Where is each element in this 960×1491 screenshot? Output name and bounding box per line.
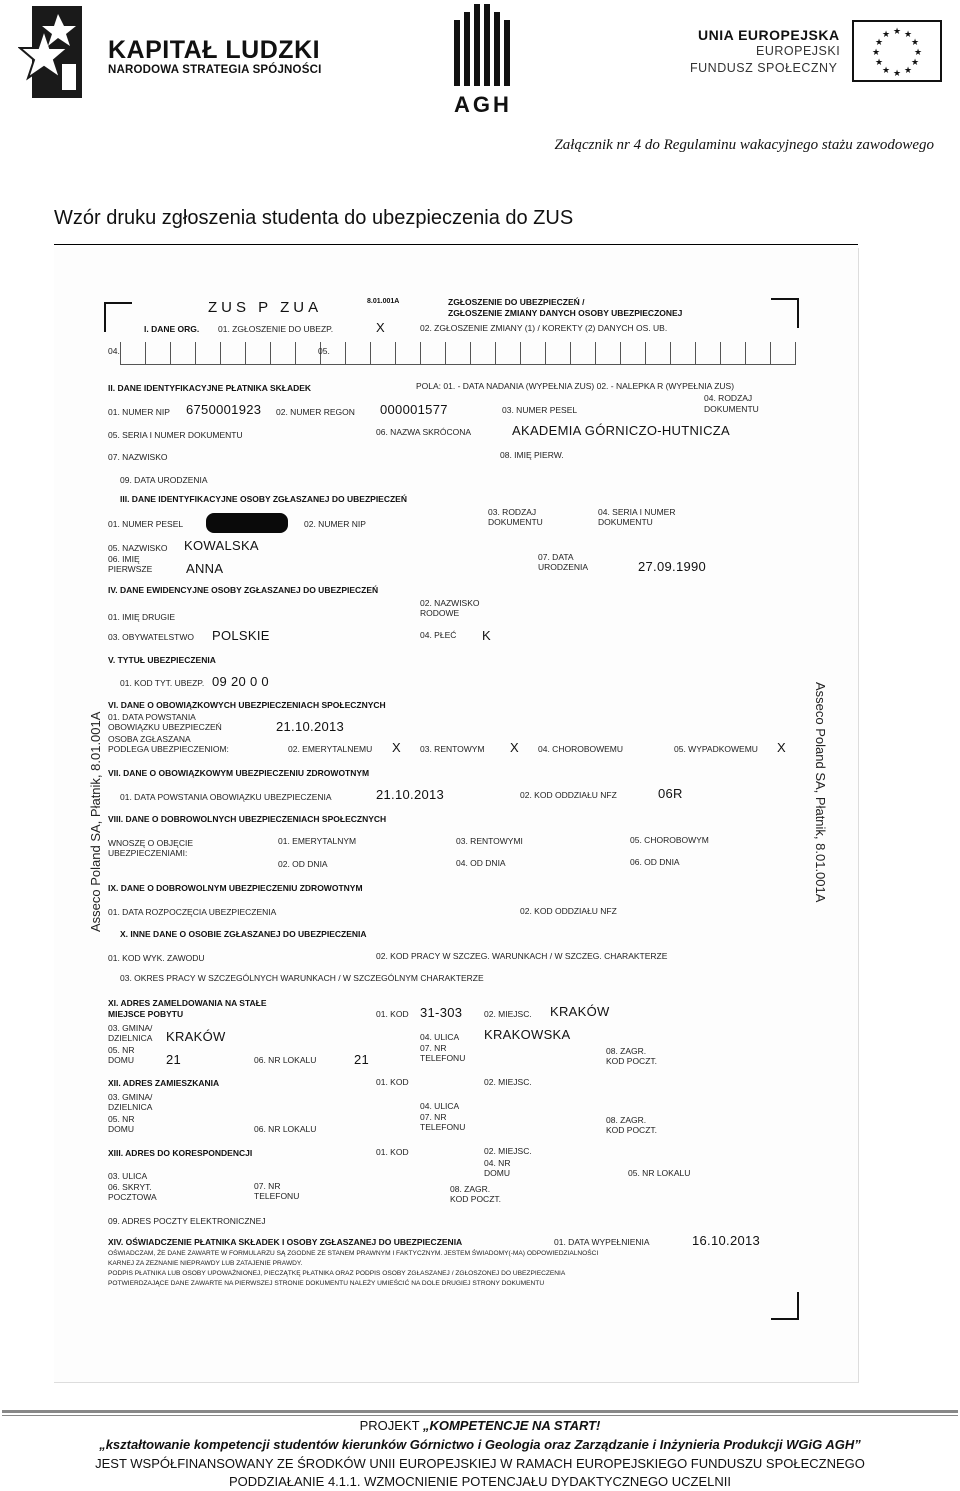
- field-label: 04. ULICA: [420, 1101, 460, 1111]
- field-value: 21: [354, 1052, 370, 1067]
- field-label: 05. WYPADKOWEMU: [674, 744, 758, 754]
- field-label: 03. RENTOWYM: [420, 744, 485, 754]
- field-value: 21.10.2013: [376, 787, 445, 802]
- field-value: 31-303: [420, 1005, 463, 1020]
- field-label: DZIELNICA: [108, 1102, 153, 1112]
- footer-subaction: PODDZIAŁANIE 4.1.1. WZMOCNIENIE POTENCJAŁU DYDAKTYCZNEGO UCZELNII: [228, 1474, 732, 1489]
- field-label: 05. NAZWISKO: [108, 543, 168, 553]
- field-label: DOKUMENTU: [598, 517, 653, 527]
- field-value: 27.09.1990: [638, 559, 707, 574]
- field-label: 08. ZAGR.: [450, 1184, 491, 1194]
- section-heading: XIV. OŚWIADCZENIE PŁATNIKA SKŁADEK I OSOBY ZGŁASZANEJ DO UBEZPIECZENIA: [108, 1237, 463, 1247]
- field-label: 01. NUMER PESEL: [108, 519, 184, 529]
- field-label: WNOSZĘ O OBJĘCIE: [108, 838, 194, 848]
- field-label: 04.: [108, 346, 120, 356]
- field-label: 05. NR: [108, 1045, 135, 1055]
- section-heading: II. DANE IDENTYFIKACYJNE PŁATNIKA SKŁADEK: [108, 383, 312, 393]
- field-label: 06. IMIĘ: [108, 554, 140, 564]
- section-heading: V. TYTUŁ UBEZPIECZENIA: [108, 655, 216, 665]
- field-label: TELEFONU: [420, 1053, 466, 1063]
- field-label: 07. NR: [420, 1112, 447, 1122]
- field-label: RODOWE: [420, 608, 460, 618]
- statement-text: OŚWIADCZAM, ŻE DANE ZAWARTE W FORMULARZU SĄ ZGODNE ZE STANEM PRAWNYM I FAKTYCZNYM. JESTEM ŚWIADOMY(-MA) ODPOWIEDZIALNOŚCI: [108, 1250, 599, 1257]
- agh-logo-icon: [452, 2, 512, 88]
- form-name: ZUS P ZUA: [208, 299, 323, 316]
- field-label: 04. ULICA: [420, 1032, 460, 1042]
- field-label: 05. NR: [108, 1114, 135, 1124]
- field-value: KRAKÓW: [550, 1004, 610, 1019]
- field-label: OSOBA ZGŁASZANA: [108, 734, 191, 744]
- eu-flag-icon: [852, 20, 942, 82]
- footer-project: [0, 1418, 960, 1433]
- field-label: PIERWSZE: [108, 564, 153, 574]
- svg-text:★: ★: [913, 48, 923, 58]
- svg-text:★: ★: [874, 58, 884, 68]
- field-value: KOWALSKA: [184, 538, 259, 553]
- form-version: 8.01.001A: [367, 298, 400, 305]
- svg-text:★: ★: [892, 69, 902, 79]
- field-value: POLSKIE: [212, 628, 270, 643]
- form-corner-mark: [771, 1292, 799, 1320]
- field-value: KRAKÓW: [166, 1029, 226, 1044]
- field-label: 05. CHOROBOWYM: [630, 835, 709, 845]
- section-heading: I. DANE ORG.: [144, 324, 200, 334]
- field-label: 03. GMINA/: [108, 1023, 153, 1033]
- field-label: 01. KOD: [376, 1077, 409, 1087]
- field-label: 02. NUMER REGON: [276, 407, 355, 417]
- field-label: 03. RENTOWYMI: [456, 836, 523, 846]
- section-heading: IX. DANE O DOBROWOLNYM UBEZPIECZENIU ZDROWOTNYM: [108, 883, 363, 893]
- ue-line2: EUROPEJSKI: [756, 44, 841, 58]
- form-corner-mark: [104, 302, 132, 332]
- field-label: 05. NR LOKALU: [628, 1168, 691, 1178]
- field-label: 07. NR: [254, 1181, 281, 1191]
- field-label: DOKUMENTU: [488, 517, 543, 527]
- field-label: 03. OKRES PRACY W SZCZEGÓLNYCH WARUNKACH / W SZCZEGÓLNYM CHARAKTERZE: [120, 973, 484, 983]
- section-heading: VIII. DANE O DOBROWOLNYCH UBEZPIECZENIACH SPOŁECZNYCH: [108, 814, 387, 824]
- field-value: X: [376, 320, 385, 335]
- field-label: 01. EMERYTALNYM: [278, 836, 357, 846]
- field-value: K: [482, 628, 491, 643]
- field-label: 02. NUMER NIP: [304, 519, 366, 529]
- field-value: 21.10.2013: [276, 719, 345, 734]
- svg-text:★: ★: [881, 66, 891, 76]
- field-label: 04. OD DNIA: [456, 858, 506, 868]
- svg-text:★: ★: [910, 38, 920, 48]
- field-label: 01. KOD WYK. ZAWODU: [108, 953, 205, 963]
- field-value: 09 20 0 0: [212, 674, 269, 689]
- field-label: TELEFONU: [420, 1122, 466, 1132]
- field-label: 02. OD DNIA: [278, 859, 328, 869]
- field-value: ANNA: [186, 561, 224, 576]
- field-label: 06. NAZWA SKRÓCONA: [376, 427, 472, 437]
- field-label: 01. DATA POWSTANIA: [108, 712, 196, 722]
- field-label: URODZENIA: [538, 562, 589, 572]
- kapital-ludzki-subtitle: NARODOWA STRATEGIA SPÓJNOŚCI: [108, 64, 322, 76]
- field-label: 01. DATA WYPEŁNIENIA: [554, 1237, 650, 1247]
- footer-funding: JEST WSPÓŁFINANSOWANY ZE ŚRODKÓW UNII EUROPEJSKIEJ W RAMACH EUROPEJSKIEGO FUNDUSZU SPOŁECZNEGO: [95, 1456, 865, 1471]
- field-label: UBEZPIECZENIAMI:: [108, 848, 188, 858]
- footer-project-prefix: PROJEKT: [359, 1418, 423, 1433]
- field-label: 01. DATA ROZPOCZĘCIA UBEZPIECZENIA: [108, 907, 277, 917]
- footer-project-desc: „kształtowanie kompetencji studentów kierunków Górnictwo i Geologia oraz Zarządzanie i Inżynieria Produkcji WGiG AGH”: [99, 1437, 861, 1452]
- margin-print-left: Asseco Poland SA, Płatnik, 8.01.001A: [88, 711, 103, 932]
- statement-text: POTWIERDZAJĄCE DANE ZAWARTE NA PIERWSZEJ STRONIE DOKUMENTU NALEŻY UMIEŚCIĆ NA DOLE DRUGIEJ STRONY DOKUMENTU: [108, 1280, 545, 1287]
- field-label: 01. KOD TYT. UBEZP.: [120, 678, 205, 688]
- field-value: AKADEMIA GÓRNICZO-HUTNICZA: [512, 423, 730, 438]
- section-heading: XII. ADRES ZAMIESZKANIA: [108, 1078, 220, 1088]
- field-value: 06R: [658, 786, 683, 801]
- section-heading: MIEJSCE POBYTU: [108, 1009, 184, 1019]
- field-label: 06. NR LOKALU: [254, 1124, 317, 1134]
- section-heading: XI. ADRES ZAMELDOWANIA NA STAŁE: [108, 998, 267, 1008]
- field-label: 06. NR LOKALU: [254, 1055, 317, 1065]
- footer-divider: [2, 1410, 958, 1413]
- page-title: Wzór druku zgłoszenia studenta do ubezpieczenia do ZUS: [54, 207, 574, 229]
- section-heading: XIII. ADRES DO KORESPONDENCJI: [108, 1148, 253, 1158]
- statement-text: KARNEJ ZA ZEZNANIE NIEPRAWDY LUB ZATAJENIE PRAWDY.: [108, 1260, 303, 1267]
- field-label: KOD POCZT.: [606, 1125, 658, 1135]
- field-label: 03. OBYWATELSTWO: [108, 632, 194, 642]
- field-value: 6750001923: [186, 402, 262, 417]
- field-label: 03. ULICA: [108, 1171, 148, 1181]
- field-label: 04. PŁEĆ: [420, 630, 457, 640]
- section-heading: III. DANE IDENTYFIKACYJNE OSOBY ZGŁASZANEJ DO UBEZPIECZEŃ: [120, 494, 407, 504]
- field-label: 02. KOD ODDZIAŁU NFZ: [520, 790, 617, 800]
- field-label: 08. IMIĘ PIERW.: [500, 450, 564, 460]
- form-heading: ZGŁOSZENIE ZMIANY DANYCH OSOBY UBEZPIECZONEJ: [448, 308, 683, 318]
- svg-text:★: ★: [910, 58, 920, 68]
- form-corner-mark: [771, 298, 799, 328]
- field-label: 01. KOD: [376, 1009, 409, 1019]
- field-label: 02. MIEJSC.: [484, 1077, 532, 1087]
- form-heading: ZGŁOSZENIE DO UBEZPIECZEŃ /: [448, 297, 585, 307]
- field-label: DOMU: [108, 1124, 134, 1134]
- field-value: KRAKOWSKA: [484, 1027, 571, 1042]
- field-label: 07. NR: [420, 1043, 447, 1053]
- section-heading: IV. DANE EWIDENCYJNE OSOBY ZGŁASZANEJ DO UBEZPIECZEŃ: [108, 585, 379, 595]
- kapital-ludzki-title: KAPITAŁ LUDZKI: [108, 36, 321, 64]
- field-value: 000001577: [380, 402, 448, 417]
- field-label: KOD POCZT.: [606, 1056, 658, 1066]
- section-heading: X. INNE DANE O OSOBIE ZGŁASZANEJ DO UBEZPIECZENIA: [120, 929, 367, 939]
- ue-title: UNIA EUROPEJSKA: [698, 27, 840, 43]
- title-divider: [54, 244, 858, 245]
- field-label: 08. ZAGR.: [606, 1046, 647, 1056]
- field-value: X: [510, 740, 519, 755]
- field-value: X: [777, 740, 786, 755]
- svg-text:★: ★: [871, 48, 881, 58]
- field-label: 08. ZAGR.: [606, 1115, 647, 1125]
- field-value: 21: [166, 1052, 182, 1067]
- field-label: 01. IMIĘ DRUGIE: [108, 612, 176, 622]
- field-label: 04. CHOROBOWEMU: [538, 744, 624, 754]
- field-label: 03. NUMER PESEL: [502, 405, 578, 415]
- margin-print-right: Asseco Poland SA, Płatnik, 8.01.001A: [813, 682, 828, 903]
- field-label: 06. SKRYT.: [108, 1182, 152, 1192]
- field-label: 09. ADRES POCZTY ELEKTRONICZNEJ: [108, 1216, 266, 1226]
- field-label: 09. DATA URODZENIA: [120, 475, 208, 485]
- field-label: 02. KOD PRACY W SZCZEG. WARUNKACH / W SZCZEG. CHARAKTERZE: [376, 951, 668, 961]
- field-label: OBOWIĄZKU UBEZPIECZEŃ: [108, 722, 222, 732]
- svg-text:★: ★: [881, 30, 891, 40]
- svg-text:★: ★: [874, 38, 884, 48]
- field-label: DOKUMENTU: [704, 404, 759, 414]
- redacted-pesel: [206, 513, 288, 533]
- field-label: 04. SERIA I NUMER: [598, 507, 676, 517]
- field-label: 05. SERIA I NUMER DOKUMENTU: [108, 430, 243, 440]
- field-label: 03. RODZAJ: [488, 507, 537, 517]
- field-label: 02. MIEJSC.: [484, 1009, 532, 1019]
- kapital-ludzki-logo-icon: [18, 4, 84, 100]
- field-label: 02. ZGŁOSZENIE ZMIANY (1) / KOREKTY (2) DANYCH OS. UB.: [420, 323, 668, 333]
- field-label: DOMU: [484, 1168, 510, 1178]
- field-label: 04. NR: [484, 1158, 511, 1168]
- footer-project-name: „KOMPETENCJE NA START!: [422, 1418, 601, 1433]
- section-heading: VII. DANE O OBOWIĄZKOWYM UBEZPIECZENIU ZDROWOTNYM: [108, 768, 370, 778]
- field-label: 03. GMINA/: [108, 1092, 153, 1102]
- svg-text:★: ★: [903, 30, 913, 40]
- footer-divider: [2, 1415, 958, 1416]
- field-value: 16.10.2013: [692, 1233, 761, 1248]
- statement-text: PODPIS PŁATNIKA LUB OSOBY UPOWAŻNIONEJ, PIECZĄTKĘ PŁATNIKA ORAZ PODPIS OSOBY ZGŁASZANEJ / ZGŁOSZONEJ DO UBEZPIECZENIA: [108, 1270, 566, 1277]
- field-label: 02. NAZWISKO: [420, 598, 480, 608]
- field-label: PODLEGA UBEZPIECZENIOM:: [108, 744, 229, 754]
- field-label: DZIELNICA: [108, 1033, 153, 1043]
- field-label: 05.: [318, 346, 330, 356]
- field-label: 07. NAZWISKO: [108, 452, 168, 462]
- form-cells: [120, 342, 796, 364]
- field-label: DOMU: [108, 1055, 134, 1065]
- field-label: POLA: 01. - DATA NADANIA (WYPEŁNIA ZUS) 02. - NALEPKA R (WYPEŁNIA ZUS): [416, 381, 735, 391]
- field-label: 02. EMERYTALNEMU: [288, 744, 373, 754]
- field-label: 01. ZGŁOSZENIE DO UBEZP.: [218, 324, 334, 334]
- ue-line3: FUNDUSZ SPOŁECZNY: [690, 61, 838, 75]
- field-value: X: [392, 740, 401, 755]
- field-label: 01. NUMER NIP: [108, 407, 170, 417]
- field-label: POCZTOWA: [108, 1192, 157, 1202]
- field-label: 06. OD DNIA: [630, 857, 680, 867]
- field-label: KOD POCZT.: [450, 1194, 502, 1204]
- field-label: 02. MIEJSC.: [484, 1146, 532, 1156]
- agh-wordmark: AGH: [454, 92, 512, 117]
- svg-text:★: ★: [903, 66, 913, 76]
- field-label: 04. RODZAJ: [704, 393, 753, 403]
- section-heading: VI. DANE O OBOWIĄZKOWYCH UBEZPIECZENIACH SPOŁECZNYCH: [108, 700, 386, 710]
- field-label: 07. DATA: [538, 552, 574, 562]
- svg-text:★: ★: [892, 27, 902, 37]
- field-label: 01. DATA POWSTANIA OBOWIĄZKU UBEZPIECZENIA: [120, 792, 332, 802]
- field-label: 01. KOD: [376, 1147, 409, 1157]
- annex-note: Załącznik nr 4 do Regulaminu wakacyjnego stażu zawodowego: [554, 137, 934, 153]
- field-label: 02. KOD ODDZIAŁU NFZ: [520, 906, 617, 916]
- field-label: TELEFONU: [254, 1191, 300, 1201]
